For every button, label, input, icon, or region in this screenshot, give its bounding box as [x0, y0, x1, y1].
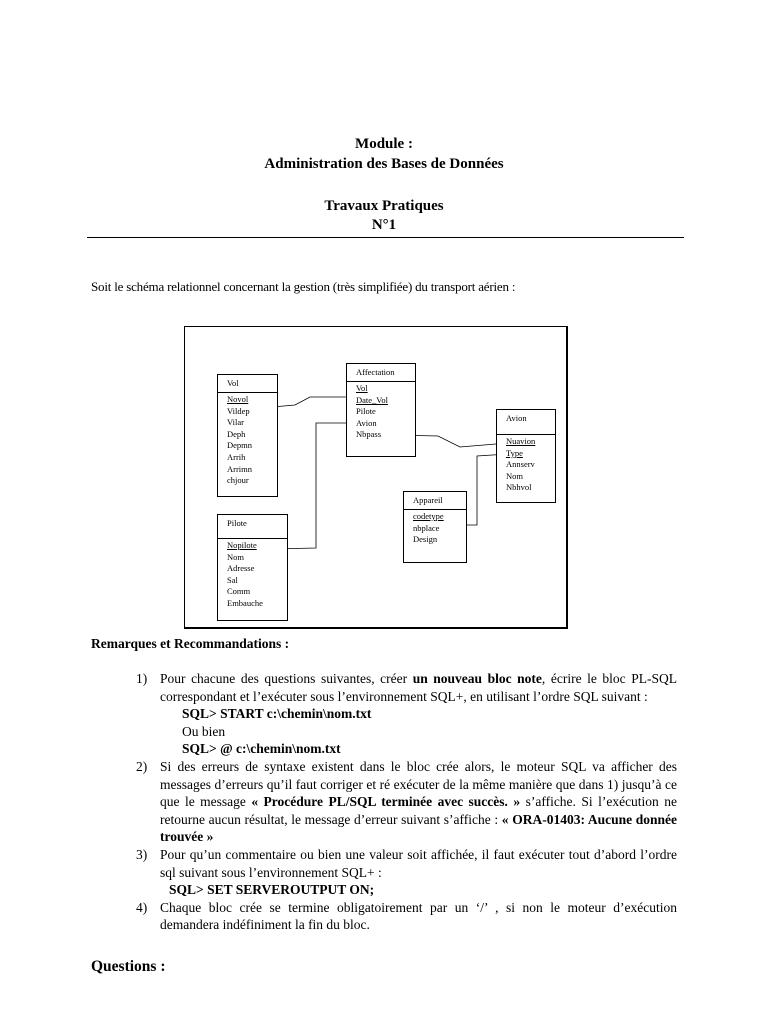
- vol-attr-vildep: Vildep: [227, 405, 250, 416]
- remark-4-text: Chaque bloc crée se termine obligatoirement par un ‘/’ , si non le moteur d’exécution demandera indéfiniment la fin du bloc.: [160, 899, 677, 933]
- remark-item-4: [136, 899, 677, 934]
- remark-item-1: [136, 670, 677, 758]
- relational-schema-diagram: [184, 326, 568, 629]
- vol-attr-depmn: Depmn: [227, 440, 253, 451]
- remark-2-text-a: Si des erreurs de syntaxe existent dans le bloc crée alors, le moteur SQL va afficher des messages d’erreurs qu’il faut corriger et ré exécuter de la même manière que dans 1) jusqu’à ce que le message: [160, 758, 677, 810]
- entity-vol-title: Vol: [218, 375, 277, 393]
- remark-1-or: Ou bien: [182, 723, 226, 739]
- vol-attr-novol: Novol: [227, 394, 249, 404]
- module-subject: Administration des Bases de Données: [264, 156, 504, 172]
- entity-affectation: [346, 363, 416, 457]
- appareil-attr-codetype: codetype: [413, 511, 444, 521]
- vol-attr-arrimn: Arrimn: [227, 463, 253, 474]
- remark-2-success-message: « Procédure PL/SQL terminée avec succès. »: [251, 794, 521, 810]
- entity-affectation-title: Affectation: [347, 364, 415, 382]
- pilote-attr-nopilote: Nopilote: [227, 540, 257, 550]
- pilote-attr-nom: Nom: [227, 551, 244, 562]
- affectation-attr-date-vol: Date_Vol: [356, 394, 388, 405]
- sql-serveroutput-command: SQL> SET SERVEROUTPUT ON;: [169, 882, 375, 898]
- entity-appareil-title: Appareil: [404, 492, 466, 510]
- entity-vol: [217, 374, 278, 497]
- pilote-attr-sal: Sal: [227, 574, 238, 585]
- appareil-attr-design: Design: [413, 534, 438, 545]
- remark-number: 4): [136, 899, 148, 915]
- entity-pilote-title: Pilote: [218, 515, 287, 539]
- avion-attr-annserv: Annserv: [506, 459, 535, 470]
- entity-pilote: [217, 514, 288, 621]
- vol-attr-vilar: Vilar: [227, 417, 244, 428]
- affectation-attr-nbpass: Nbpass: [356, 429, 382, 440]
- pilote-attr-adresse: Adresse: [227, 563, 255, 574]
- remark-3-text: Pour qu’un commentaire ou bien une valeur soit affichée, il faut exécuter tout d’abord l’ordre sql suivant sous l’environnement SQL+ :: [160, 846, 677, 880]
- affectation-attr-pilote: Pilote: [356, 406, 376, 417]
- vol-attr-arrih: Arrih: [227, 451, 246, 462]
- sql-at-command: SQL> @ c:\chemin\nom.txt: [182, 741, 341, 757]
- avion-attr-nbhvol: Nbhvol: [506, 482, 532, 493]
- header-rule: [87, 237, 684, 238]
- vol-attr-chjour: chjour: [227, 475, 249, 486]
- remark-number: 2): [136, 758, 148, 774]
- remark-number: 3): [136, 846, 148, 862]
- remark-1-emphasis: un nouveau bloc note: [412, 671, 542, 686]
- remark-1-text-a: Pour chacune des questions suivantes, créer: [160, 671, 413, 686]
- remark-number: 1): [136, 671, 148, 686]
- questions-title: Questions :: [91, 958, 166, 975]
- remark-2-text-c: s’affiche. Si l’exécution ne retourne aucun résultat, le message d’erreur suivant s’affiche :: [160, 794, 678, 827]
- entity-avion: [496, 409, 556, 503]
- module-label: Module :: [355, 136, 413, 152]
- remark-2-error-message: « ORA-01403: Aucune donnée trouvée »: [160, 811, 677, 845]
- intro-text: Soit le schéma relationnel concernant la gestion (très simplifiée) du transport aérien :: [91, 279, 516, 294]
- affectation-attr-vol: Vol: [356, 383, 368, 393]
- sql-start-command: SQL> START c:\chemin\nom.txt: [182, 706, 372, 722]
- tp-title: Travaux Pratiques: [324, 198, 444, 214]
- remark-1-text-c: , écrire le bloc PL-SQL correspondant et l’exécuter sous l’environnement SQL+, en utilisant l’ordre SQL suivant :: [160, 671, 677, 704]
- remark-item-3: [136, 846, 677, 899]
- entity-appareil: [403, 491, 467, 563]
- pilote-attr-embauche: Embauche: [227, 597, 263, 608]
- tp-number: N°1: [371, 217, 397, 233]
- remark-item-2: [136, 758, 677, 846]
- entity-avion-title: Avion: [497, 410, 555, 435]
- vol-attr-deph: Deph: [227, 428, 246, 439]
- remarks-list: [136, 670, 677, 934]
- affectation-attr-avion: Avion: [356, 417, 377, 428]
- appareil-attr-nbplace: nbplace: [413, 522, 440, 533]
- pilote-attr-comm: Comm: [227, 586, 251, 597]
- avion-attr-type: Type: [506, 447, 523, 458]
- avion-attr-nom: Nom: [506, 470, 523, 481]
- avion-attr-nuavion: Nuavion: [506, 436, 536, 446]
- remarks-title: Remarques et Recommandations :: [91, 636, 290, 651]
